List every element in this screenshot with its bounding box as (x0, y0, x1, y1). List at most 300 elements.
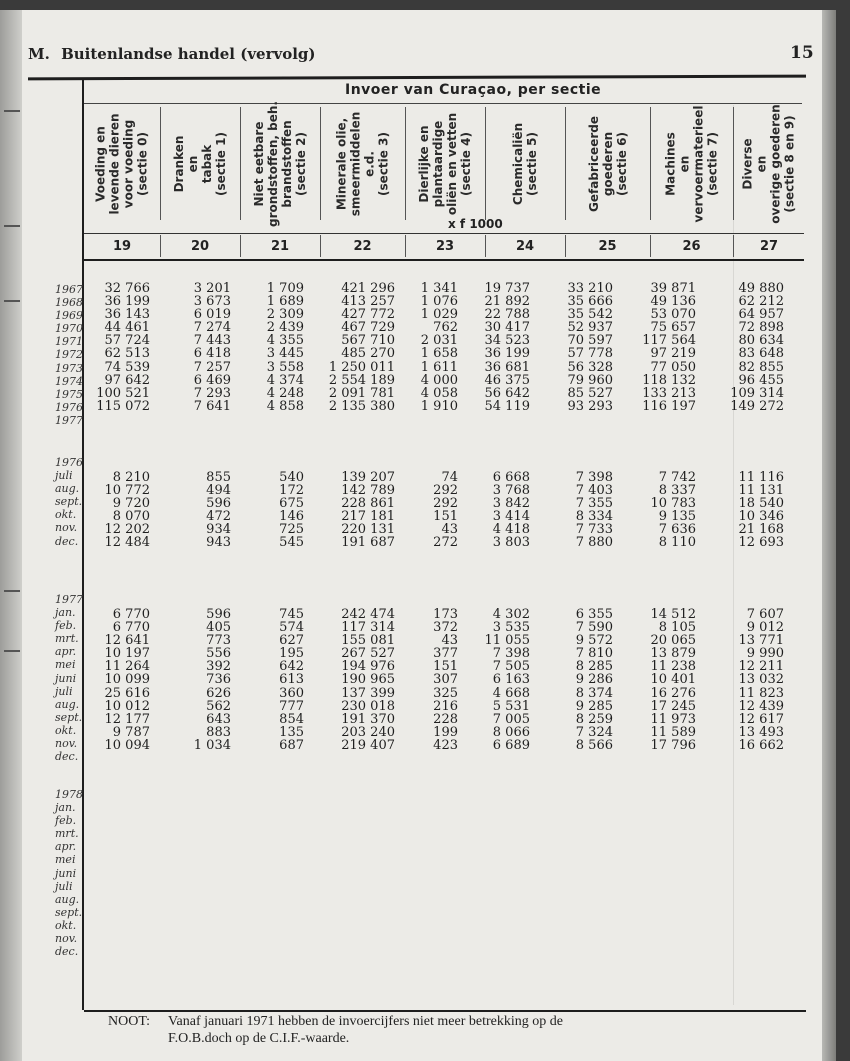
table-cell: 9 990 (746, 646, 784, 662)
table-cell: 7 733 (575, 522, 613, 538)
table-cell: 21 168 (738, 522, 784, 538)
table-cell: 485 270 (341, 346, 395, 362)
data-column-26 (606, 608, 696, 752)
row-label: juni (55, 866, 77, 880)
column-header-line: Minerale olie, (334, 117, 349, 211)
table-cell: 325 (433, 685, 458, 701)
column-separator (650, 107, 651, 220)
table-cell: 675 (279, 496, 304, 512)
table-cell: 3 768 (492, 483, 530, 499)
table-cell: 3 673 (193, 294, 231, 310)
table-cell: 93 293 (567, 398, 613, 414)
table-cell: 11 055 (484, 633, 530, 649)
data-column-19 (60, 471, 150, 550)
top-rule (28, 75, 806, 81)
table-cell: 137 399 (341, 685, 395, 701)
row-label: 1974 (55, 374, 83, 388)
column-header-text (664, 106, 720, 223)
footnote-line-2: F.O.B.doch op de C.I.F.-waarde. (168, 1031, 350, 1046)
table-cell: 1 689 (266, 294, 304, 310)
block-year-heading: 1976 (55, 456, 83, 469)
table-cell: 74 539 (104, 359, 150, 375)
table-cell: 36 681 (484, 359, 530, 375)
row-label: 1967 (55, 283, 83, 296)
column-number-rule (84, 233, 804, 234)
column-header-line: (sectie 1) (213, 132, 228, 196)
table-cell: 35 542 (567, 307, 613, 323)
column-number: 25 (598, 239, 617, 254)
table-cell: 11 116 (738, 470, 784, 485)
table-cell: 22 788 (484, 307, 530, 323)
column-header-text (417, 113, 473, 215)
row-label: aug. (55, 697, 80, 711)
row-label: okt. (55, 508, 77, 522)
table-cell: 10 012 (104, 698, 150, 714)
row-label: mrt. (55, 632, 79, 646)
column-separator (405, 107, 406, 220)
table-cell: 7 398 (492, 646, 530, 662)
column-header-text (741, 104, 797, 223)
table-cell: 1 029 (420, 307, 458, 323)
data-column-24 (440, 608, 530, 752)
table-cell: 3 535 (492, 620, 530, 636)
table-cell: 413 257 (341, 294, 395, 310)
column-separator (160, 107, 161, 220)
header-bottom-rule (84, 259, 804, 261)
table-cell: 7 005 (492, 711, 530, 727)
data-column-26 (606, 282, 696, 413)
table-cell: 33 210 (567, 281, 613, 296)
column-header-line: Dranken (171, 135, 186, 193)
table-cell: 427 772 (341, 307, 395, 323)
column-number: 19 (112, 239, 132, 254)
column-header-25 (565, 105, 650, 223)
table-cell: 117 564 (642, 333, 696, 349)
column-header-20 (160, 105, 240, 223)
row-label: feb. (55, 814, 77, 828)
table-cell: 3 842 (492, 496, 530, 512)
table-cell: 360 (279, 685, 304, 701)
table-cell: 10 094 (104, 737, 150, 753)
adjacent-page-edge (0, 10, 22, 1061)
block-year-heading: 1978 (55, 788, 83, 801)
table-cell: 12 177 (104, 711, 150, 727)
table-cell: 627 (279, 633, 304, 649)
table-cell: 8 110 (658, 535, 696, 551)
table-cell: 562 (206, 698, 231, 714)
table-cell: 7 590 (575, 620, 613, 636)
row-label: juli (55, 879, 73, 893)
table-cell: 3 445 (266, 346, 304, 362)
table-cell: 687 (279, 737, 304, 753)
column-number: 21 (270, 239, 290, 254)
row-label: nov. (55, 737, 78, 751)
column-number: 23 (435, 239, 455, 254)
table-cell: 596 (206, 496, 231, 512)
table-cell: 151 (433, 659, 458, 675)
table-cell: 11 238 (650, 659, 696, 675)
row-label: mrt. (55, 827, 79, 841)
table-cell: 16 662 (738, 737, 784, 753)
table-cell: 12 202 (104, 522, 150, 538)
data-column-19 (60, 608, 150, 752)
table-cell: 307 (433, 672, 458, 688)
row-label: 1968 (55, 296, 83, 310)
column-header-line: Niet eetbare (252, 121, 267, 207)
table-cell: 12 617 (738, 711, 784, 727)
table-cell: 6 469 (193, 372, 231, 388)
section-letter: M. (28, 45, 50, 63)
table-cell: 2 309 (266, 307, 304, 323)
row-label: dec. (55, 750, 79, 764)
table-cell: 79 960 (567, 372, 613, 388)
table-cell: 49 880 (738, 281, 784, 296)
table-cell: 21 892 (484, 294, 530, 310)
table-cell: 3 558 (266, 359, 304, 375)
table-cell: 545 (279, 535, 304, 551)
table-cell: 44 461 (104, 320, 150, 336)
column-number: 22 (353, 239, 372, 254)
data-column-25 (523, 608, 613, 752)
table-cell: 725 (279, 522, 304, 538)
table-cell: 8 105 (658, 620, 696, 636)
table-cell: 540 (279, 470, 304, 485)
table-cell: 613 (279, 672, 304, 688)
row-label: jan. (55, 801, 76, 815)
table-cell: 6 418 (193, 346, 231, 362)
table-cell: 12 484 (104, 535, 150, 551)
table-cell: 53 070 (650, 307, 696, 323)
table-cell: 745 (279, 607, 304, 622)
data-column-26 (606, 471, 696, 550)
table-cell: 11 131 (738, 483, 784, 499)
column-header-line: tabak (199, 144, 214, 184)
column-header-line: (sectie 5) (525, 132, 540, 196)
table-cell: 7 641 (193, 398, 231, 414)
table-cell: 49 136 (650, 294, 696, 310)
table-cell: 109 314 (730, 385, 784, 401)
column-header-line: Diverse (741, 138, 756, 190)
table-cell: 3 803 (492, 535, 530, 551)
table-cell: 943 (206, 535, 231, 551)
table-super-title: Invoer van Curaçao, per sectie (345, 82, 602, 98)
table-cell: 6 770 (112, 607, 150, 622)
table-cell: 20 065 (650, 633, 696, 649)
table-cell: 43 (441, 522, 458, 538)
table-cell: 1 658 (420, 346, 458, 362)
block-year-heading: 1977 (55, 593, 83, 606)
table-cell: 1 076 (420, 294, 458, 310)
column-header-text (587, 116, 629, 212)
column-header-line: e.d. (362, 151, 377, 177)
table-cell: 567 710 (341, 333, 395, 349)
table-cell: 11 973 (650, 711, 696, 727)
table-cell: 13 879 (650, 646, 696, 662)
table-cell: 7 398 (575, 470, 613, 485)
table-cell: 30 417 (484, 320, 530, 336)
column-header-line: Machines (663, 132, 678, 196)
row-labels-block (55, 788, 83, 958)
table-cell: 392 (206, 659, 231, 675)
column-header-line: (sectie 4) (459, 132, 473, 196)
table-cell: 421 296 (341, 281, 395, 296)
data-column-27 (694, 471, 784, 550)
row-label: apr. (55, 840, 77, 854)
column-header-line: grondstoffen, beh. (266, 101, 281, 227)
table-cell: 118 132 (642, 372, 696, 388)
table-cell: 6 668 (492, 470, 530, 485)
table-cell: 11 823 (738, 685, 784, 701)
column-header-line: smeermiddelen (348, 111, 363, 217)
column-header-line: voor voeding (122, 119, 137, 209)
table-cell: 10 197 (104, 646, 150, 662)
table-cell: 574 (279, 620, 304, 636)
table-cell: 36 199 (484, 346, 530, 362)
table-cell: 1 709 (266, 281, 304, 296)
table-cell: 32 766 (104, 281, 150, 296)
table-cell: 7 607 (746, 607, 784, 622)
row-label: 1969 (55, 309, 83, 323)
table-cell: 35 666 (567, 294, 613, 310)
row-label: apr. (55, 645, 77, 659)
table-cell: 194 976 (341, 659, 395, 675)
column-number: 26 (682, 239, 701, 254)
table-cell: 773 (206, 633, 231, 649)
column-header-line: Gefabriceerde (586, 116, 601, 212)
table-cell: 467 729 (341, 320, 395, 336)
table-cell: 34 523 (484, 333, 530, 349)
table-cell: 642 (279, 659, 304, 675)
table-cell: 155 081 (341, 633, 395, 649)
table-cell: 77 050 (650, 359, 696, 375)
table-cell: 228 861 (341, 496, 395, 512)
table-cell: 8 334 (575, 509, 613, 525)
table-cell: 7 880 (575, 535, 613, 551)
table-cell: 115 072 (96, 398, 150, 414)
column-header-line: (sectie 6) (614, 132, 629, 196)
table-cell: 217 181 (341, 509, 395, 525)
table-cell: 2 439 (266, 320, 304, 336)
table-cell: 13 771 (738, 633, 784, 649)
table-cell: 57 724 (104, 333, 150, 349)
column-header-text (252, 101, 308, 227)
table-cell: 9 720 (112, 496, 150, 512)
table-cell: 96 455 (738, 372, 784, 388)
table-cell: 1 611 (420, 359, 458, 375)
table-cell: 191 370 (341, 711, 395, 727)
table-cell: 117 314 (341, 620, 395, 636)
table-cell: 4 374 (266, 372, 304, 388)
table-cell: 3 414 (492, 509, 530, 525)
column-header-line: overige goederen (769, 104, 784, 224)
column-header-21 (240, 101, 320, 227)
table-cell: 72 898 (738, 320, 784, 336)
table-cell: 762 (433, 320, 458, 336)
table-cell: 19 737 (484, 281, 530, 296)
page-number: 15 (790, 43, 814, 63)
table-cell: 173 (433, 607, 458, 622)
table-cell: 97 642 (104, 372, 150, 388)
table-cell: 216 (433, 698, 458, 714)
column-header-line: oliën en vetten (445, 112, 459, 216)
table-cell: 1 341 (420, 281, 458, 296)
column-header-19 (84, 105, 160, 223)
table-cell: 242 474 (341, 607, 395, 622)
row-label: nov. (55, 521, 78, 535)
table-cell: 39 871 (650, 281, 696, 296)
table-cell: 8 210 (112, 470, 150, 485)
table-cell: 12 211 (738, 659, 784, 675)
data-column-21 (214, 282, 304, 413)
table-cell: 6 355 (575, 607, 613, 622)
table-cell: 2 554 189 (328, 372, 395, 388)
column-separator (320, 107, 321, 220)
table-cell: 8 066 (492, 724, 530, 740)
column-header-line: (sectie 3) (376, 132, 391, 196)
table-cell: 4 858 (266, 398, 304, 414)
row-label: dec. (55, 534, 79, 548)
table-cell: 736 (206, 672, 231, 688)
row-label: dec. (55, 945, 79, 959)
table-cell: 97 219 (650, 346, 696, 362)
table-cell: 292 (433, 483, 458, 499)
table-cell: 10 783 (650, 496, 696, 512)
table-cell: 57 778 (567, 346, 613, 362)
table-cell: 9 285 (575, 698, 613, 714)
column-header-line: brandstoffen (280, 120, 295, 208)
row-label: mei (55, 853, 76, 867)
row-label: aug. (55, 892, 80, 906)
table-cell: 13 493 (738, 724, 784, 740)
table-cell: 626 (206, 685, 231, 701)
row-label: aug. (55, 482, 80, 496)
row-label: mei (55, 658, 76, 672)
row-label: sept. (55, 905, 83, 919)
table-cell: 62 513 (104, 346, 150, 362)
column-header-26 (650, 105, 733, 223)
table-cell: 11 264 (104, 659, 150, 675)
table-cell: 2 031 (420, 333, 458, 349)
column-header-line: (sectie 0) (136, 132, 151, 196)
row-label: juli (55, 684, 73, 698)
table-cell: 12 439 (738, 698, 784, 714)
row-label: feb. (55, 619, 77, 633)
table-cell: 80 634 (738, 333, 784, 349)
table-cell: 883 (206, 724, 231, 740)
table-cell: 25 616 (104, 685, 150, 701)
column-header-line: vervoermaterieel (691, 105, 706, 223)
table-cell: 146 (279, 509, 304, 525)
table-cell: 46 375 (484, 372, 530, 388)
row-label: okt. (55, 918, 77, 932)
table-cell: 7 257 (193, 359, 231, 375)
table-cell: 494 (206, 483, 231, 499)
table-cell: 6 163 (492, 672, 530, 688)
table-cell: 74 (441, 470, 458, 485)
table-cell: 4 302 (492, 607, 530, 622)
table-cell: 556 (206, 646, 231, 662)
table-cell: 372 (433, 620, 458, 636)
column-header-line: (sectie 2) (294, 132, 309, 196)
footnote-line-1: Vanaf januari 1971 hebben de invoercijfers niet meer betrekking op de (168, 1014, 563, 1029)
table-cell: 199 (433, 724, 458, 740)
table-cell: 9 012 (746, 620, 784, 636)
row-label: 1975 (55, 387, 83, 401)
table-cell: 54 119 (484, 398, 530, 414)
table-cell: 643 (206, 711, 231, 727)
table-cell: 7 355 (575, 496, 613, 512)
table-cell: 4 058 (420, 385, 458, 401)
table-cell: 934 (206, 522, 231, 538)
table-cell: 16 276 (650, 685, 696, 701)
table-cell: 18 540 (738, 496, 784, 512)
data-column-24 (440, 471, 530, 550)
table-cell: 11 589 (650, 724, 696, 740)
table-cell: 9 787 (112, 724, 150, 740)
table-cell: 855 (206, 470, 231, 485)
table-cell: 7 810 (575, 646, 613, 662)
row-label: juli (55, 469, 73, 483)
table-cell: 191 687 (341, 535, 395, 551)
row-label: 1976 (55, 400, 83, 414)
table-cell: 10 772 (104, 483, 150, 499)
table-cell: 377 (433, 646, 458, 662)
table-cell: 62 212 (738, 294, 784, 310)
column-header-line: en (755, 155, 770, 173)
table-cell: 17 796 (650, 737, 696, 753)
column-header-line: (sectie 7) (705, 132, 720, 196)
column-header-line: Dierlijke en (417, 125, 431, 203)
footnote-label: NOOT: (108, 1014, 151, 1029)
table-cell: 36 143 (104, 307, 150, 323)
table-cell: 7 742 (658, 470, 696, 485)
column-header-27 (733, 105, 805, 223)
table-cell: 1 034 (193, 737, 231, 753)
table-cell: 4 248 (266, 385, 304, 401)
table-cell: 56 642 (484, 385, 530, 401)
table-cell: 70 597 (567, 333, 613, 349)
column-number: 27 (759, 239, 779, 254)
column-header-line: Voeding en (94, 126, 109, 202)
table-cell: 2 135 380 (328, 398, 395, 414)
table-cell: 82 855 (738, 359, 784, 375)
row-label: sept. (55, 495, 83, 509)
table-cell: 142 789 (341, 483, 395, 499)
table-cell: 230 018 (341, 698, 395, 714)
table-cell: 190 965 (341, 672, 395, 688)
table-cell: 272 (433, 535, 458, 551)
table-cell: 405 (206, 620, 231, 636)
column-header-line: en (185, 155, 200, 173)
data-column-19 (60, 282, 150, 413)
row-label: jan. (55, 606, 76, 620)
table-cell: 13 032 (738, 672, 784, 688)
table-cell: 85 527 (567, 385, 613, 401)
column-number: 24 (515, 239, 535, 254)
table-cell: 220 131 (341, 522, 395, 538)
table-bottom-rule (84, 1010, 806, 1012)
table-cell: 14 512 (650, 607, 696, 622)
column-header-24 (485, 105, 565, 223)
column-header-23 (405, 105, 485, 223)
table-cell: 4 418 (492, 522, 530, 538)
column-header-line: levende dieren (108, 113, 123, 215)
data-column-25 (523, 471, 613, 550)
table-cell: 1 250 011 (328, 359, 395, 375)
table-cell: 1 910 (420, 398, 458, 414)
column-header-text (511, 123, 539, 205)
table-cell: 7 293 (193, 385, 231, 401)
